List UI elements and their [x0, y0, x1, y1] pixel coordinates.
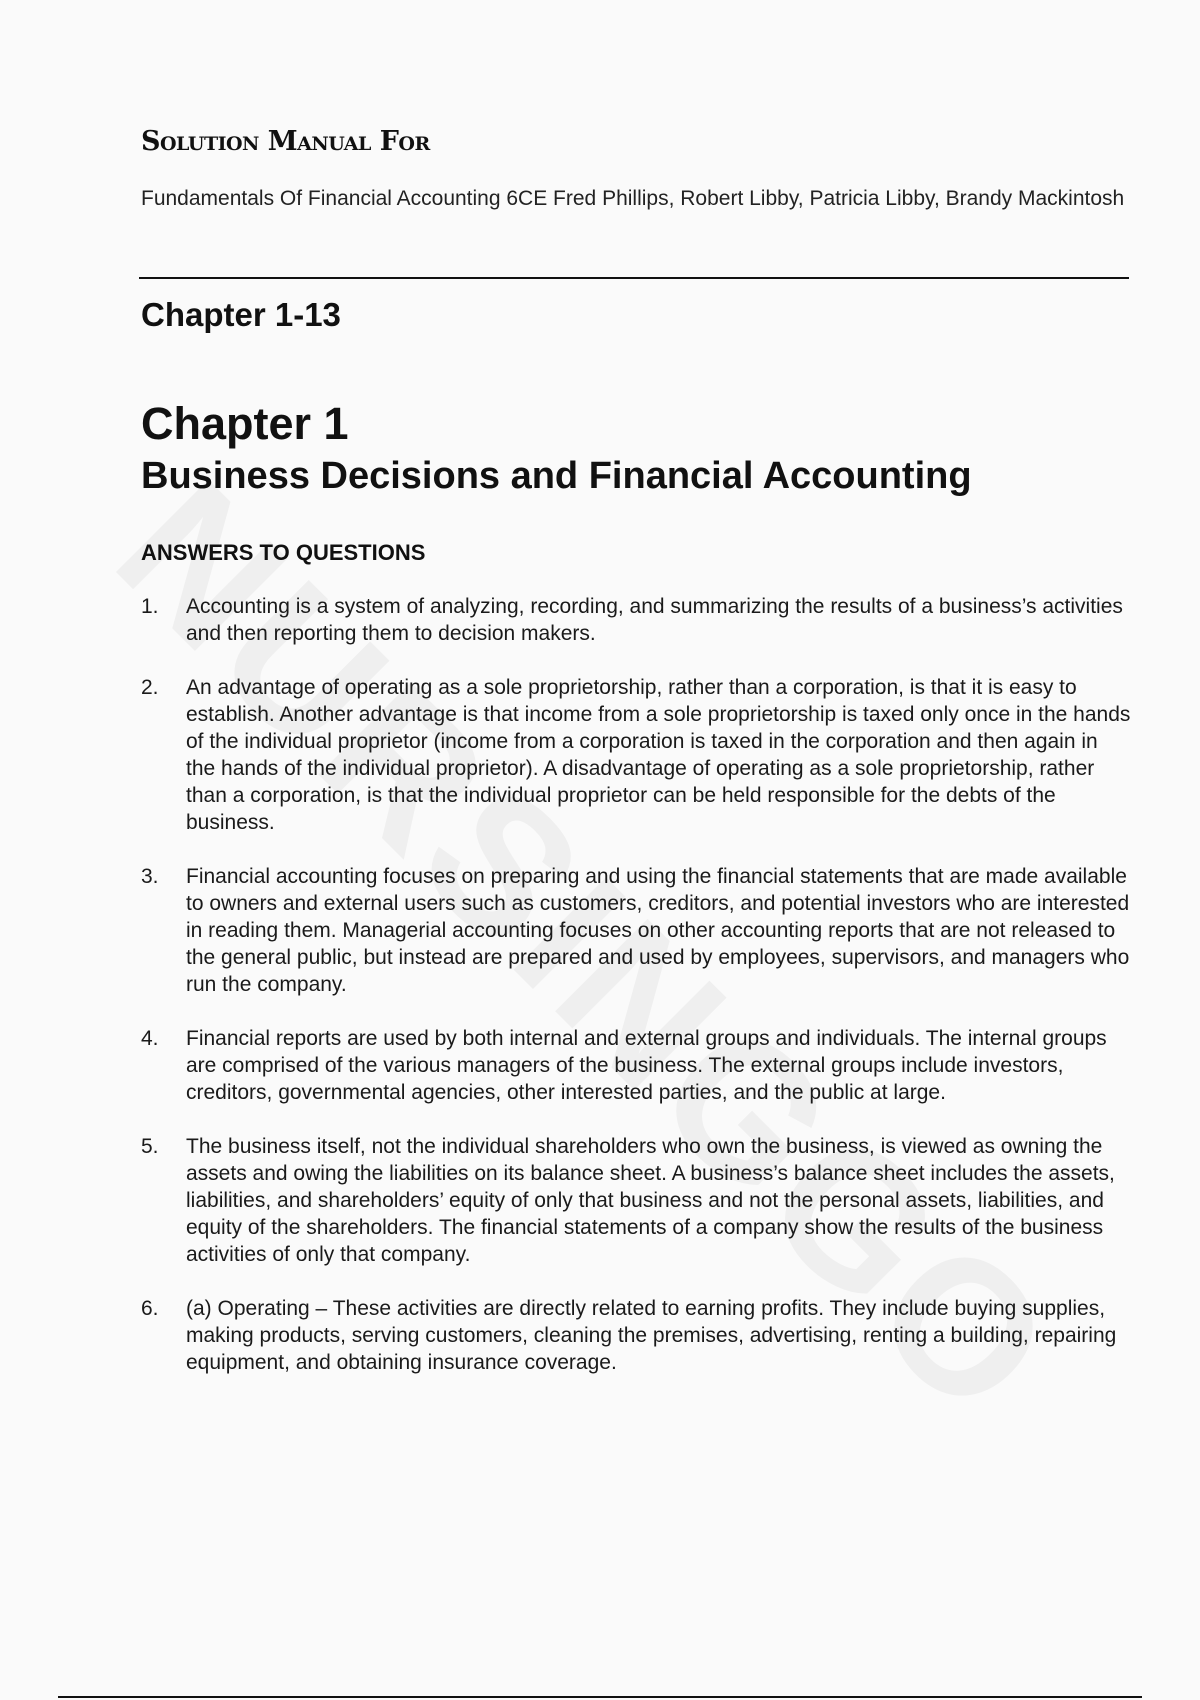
answer-number: 1. — [141, 595, 159, 618]
answer-item — [141, 1295, 1131, 1376]
footer-divider — [58, 1696, 1142, 1698]
answer-text: The business itself, not the individual shareholders who own the business, is viewed as owning the assets and owing the liabilities on its balance sheet. A business’s balance sheet includes the assets, liabilities, and shareholders’ equity of only that business and not the personal assets, liabilities, and equity of the shareholders. The financial statements of a company show the results of the business activities of only that company. — [186, 1135, 1115, 1266]
answer-item — [141, 1025, 1131, 1106]
chapter-title: Chapter 1 — [141, 398, 349, 449]
section-heading: ANSWERS TO QUESTIONS — [141, 540, 426, 565]
header — [141, 124, 1129, 227]
answer-number: 5. — [141, 1135, 159, 1158]
answer-number: 3. — [141, 865, 159, 888]
book-title-authors: Fundamentals Of Financial Accounting 6CE Fred Phillips, Robert Libby, Patricia Libby, Brandy Mackintosh — [141, 187, 1125, 210]
answer-list — [141, 593, 1131, 1403]
answer-text: Financial reports are used by both internal and external groups and individuals. The internal groups are comprised of the various managers of the business. The external groups include investors, creditors, governmental agencies, other interested parties, and the public at large. — [186, 1027, 1107, 1104]
header-divider — [139, 277, 1129, 279]
answer-item — [141, 674, 1131, 836]
answer-text: An advantage of operating as a sole proprietorship, rather than a corporation, is that it is easy to establish. Another advantage is that income from a sole proprietorship is taxed only once in the hands of the individual proprietor (income from a corporation is taxed in the corporation and then again in the hands of the individual proprietor). A disadvantage of operating as a sole proprietorship, rather than a corporation, is that the individual proprietor can be held responsible for the debts of the business. — [186, 676, 1131, 834]
answer-item — [141, 1133, 1131, 1268]
manual-title: Solution Manual For — [141, 126, 430, 157]
answer-number: 4. — [141, 1027, 159, 1050]
chapter-range: Chapter 1-13 — [141, 296, 341, 333]
answer-text: Financial accounting focuses on preparing and using the financial statements that are made available to owners and external users such as customers, creditors, and potential investors who are interested in reading them. Managerial accounting focuses on other accounting reports that are not released to the general public, but instead are prepared and used by employees, supervisors, and managers who run the company. — [186, 865, 1130, 996]
answer-text: Accounting is a system of analyzing, recording, and summarizing the results of a business’s activities and then reporting them to decision makers. — [186, 595, 1123, 645]
chapter-subtitle: Business Decisions and Financial Accounting — [141, 455, 972, 497]
answer-item — [141, 593, 1131, 647]
answer-item — [141, 863, 1131, 998]
answer-number: 6. — [141, 1297, 159, 1320]
answer-number: 2. — [141, 676, 159, 699]
answer-text: (a) Operating – These activities are directly related to earning profits. They include buying supplies, making products, serving customers, cleaning the premises, advertising, renting a building, repairing equipment, and obtaining insurance coverage. — [186, 1297, 1117, 1374]
